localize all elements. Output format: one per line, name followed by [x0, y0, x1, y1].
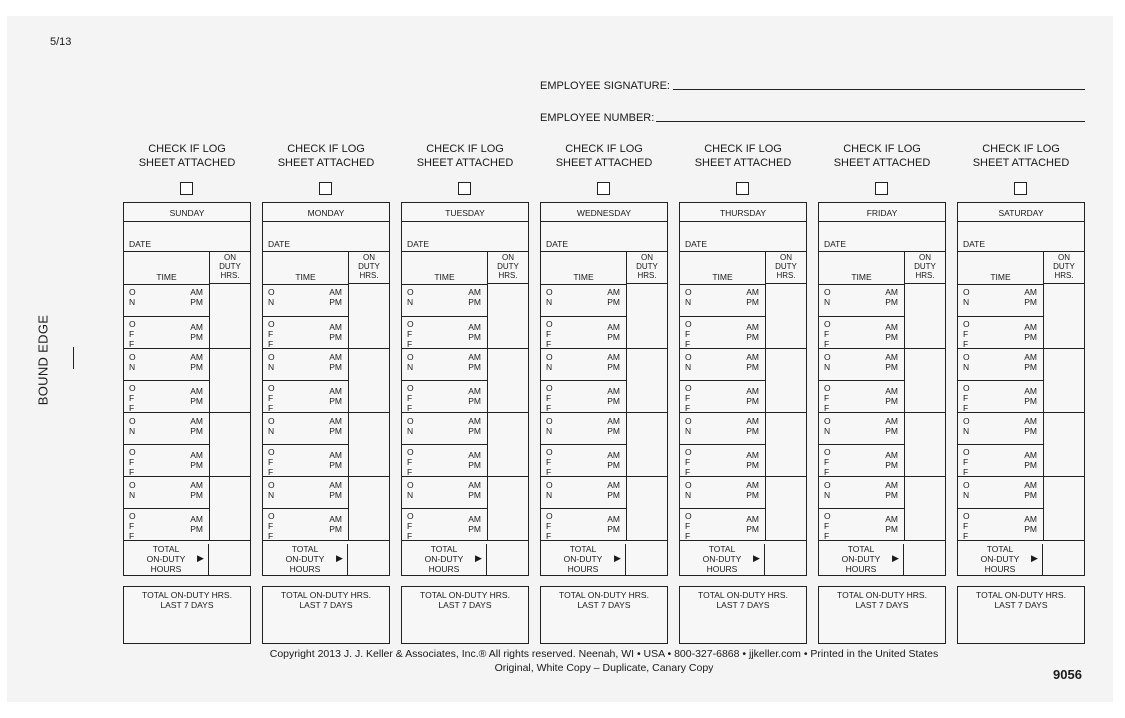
total-on-duty-label: TOTAL ON-DUTY HOURS: [680, 544, 765, 576]
time-header: TIME: [263, 251, 349, 285]
total-on-duty-row: [819, 540, 945, 576]
off-time-row[interactable]: O F F AM PM: [263, 444, 349, 477]
on-duty-hours-cell[interactable]: [349, 476, 389, 541]
on-time-row[interactable]: O N AM PM: [958, 348, 1044, 381]
off-time-row[interactable]: O F F AM PM: [402, 316, 488, 349]
form-number: 9056: [1053, 667, 1082, 682]
on-duty-hours-cell[interactable]: [1044, 412, 1084, 477]
off-time-row[interactable]: O F F AM PM: [819, 380, 905, 413]
total-on-duty-field[interactable]: [627, 541, 667, 576]
total-on-duty-field[interactable]: [210, 541, 250, 576]
total-on-duty-label: TOTAL ON-DUTY HOURS: [958, 544, 1043, 576]
on-duty-hours-cell[interactable]: [210, 476, 250, 541]
on-duty-hours-header: ON DUTY HRS.: [905, 251, 945, 284]
on-time-row[interactable]: O N AM PM: [402, 412, 488, 445]
on-duty-hours-cell[interactable]: [488, 476, 528, 541]
time-header: TIME: [124, 251, 210, 285]
arrow-right-icon: ▶: [1031, 553, 1038, 563]
on-time-row[interactable]: O N AM PM: [680, 284, 766, 316]
on-duty-hours-header: ON DUTY HRS.: [1044, 251, 1084, 284]
seven-day-total-box[interactable]: TOTAL ON-DUTY HRS. LAST 7 DAYS: [123, 586, 251, 644]
on-time-row[interactable]: O N AM PM: [819, 476, 905, 509]
off-time-row[interactable]: O F F AM PM: [680, 444, 766, 477]
on-duty-hours-cell[interactable]: [627, 476, 667, 541]
total-on-duty-row: [680, 540, 806, 576]
daily-log-grid: [540, 202, 668, 576]
on-duty-hours-cell[interactable]: [488, 348, 528, 413]
date-field[interactable]: DATE: [541, 221, 667, 252]
on-duty-hours-cell[interactable]: [766, 284, 806, 348]
log-sheet-check-label: CHECK IF LOG SHEET ATTACHED: [694, 143, 792, 169]
on-duty-hours-cell[interactable]: [766, 348, 806, 413]
employee-signature-field[interactable]: [673, 89, 1085, 90]
day-name: TUESDAY: [402, 203, 528, 222]
employee-number-field[interactable]: [656, 121, 1085, 122]
date-field[interactable]: DATE: [680, 221, 806, 252]
log-sheet-checkbox[interactable]: [736, 182, 749, 195]
log-sheet-check-label: CHECK IF LOG SHEET ATTACHED: [833, 143, 931, 169]
log-sheet-checkbox[interactable]: [1014, 182, 1027, 195]
daily-log-grid: [679, 202, 807, 576]
copyright-line: Copyright 2013 J. J. Keller & Associates, Inc.® All rights reserved. Neenah, WI • USA • 800-327-6868 • jjkeller.com • Printed in the United States: [269, 648, 939, 660]
total-on-duty-label: TOTAL ON-DUTY HOURS: [124, 544, 209, 576]
total-on-duty-row: [124, 540, 250, 576]
on-time-row[interactable]: O N AM PM: [263, 476, 349, 509]
daily-log-grid: [262, 202, 390, 576]
log-sheet-check-label: CHECK IF LOG SHEET ATTACHED: [972, 143, 1070, 169]
arrow-right-icon: ▶: [753, 553, 760, 563]
daily-log-grid: [123, 202, 251, 576]
daily-log-grid: [957, 202, 1085, 576]
time-header: TIME: [680, 251, 766, 285]
on-time-row[interactable]: O N AM PM: [819, 284, 905, 316]
bound-edge-label: BOUND EDGE: [35, 314, 51, 406]
total-on-duty-field[interactable]: [349, 541, 389, 576]
employee-number-label: EMPLOYEE NUMBER:: [540, 112, 655, 124]
time-header: TIME: [958, 251, 1044, 285]
log-sheet-check-label: CHECK IF LOG SHEET ATTACHED: [416, 143, 514, 169]
on-time-row[interactable]: O N AM PM: [402, 284, 488, 316]
on-duty-hours-cell[interactable]: [766, 412, 806, 477]
date-field[interactable]: DATE: [263, 221, 389, 252]
date-field[interactable]: DATE: [819, 221, 945, 252]
on-duty-hours-cell[interactable]: [210, 284, 250, 348]
on-time-row[interactable]: O N AM PM: [541, 412, 627, 445]
on-time-row[interactable]: O N AM PM: [124, 284, 210, 316]
on-time-row[interactable]: O N AM PM: [263, 412, 349, 445]
log-sheet-check-label: CHECK IF LOG SHEET ATTACHED: [138, 143, 236, 169]
on-time-row[interactable]: O N AM PM: [124, 412, 210, 445]
total-on-duty-field[interactable]: [1044, 541, 1084, 576]
on-duty-hours-cell[interactable]: [627, 348, 667, 413]
copy-distribution-line: Original, White Copy – Duplicate, Canary Copy: [494, 662, 714, 674]
date-field[interactable]: DATE: [402, 221, 528, 252]
time-header: TIME: [819, 251, 905, 285]
total-on-duty-row: [402, 540, 528, 576]
arrow-right-icon: ▶: [197, 553, 204, 563]
arrow-right-icon: ▶: [892, 553, 899, 563]
on-time-row[interactable]: O N AM PM: [541, 476, 627, 509]
total-on-duty-label: TOTAL ON-DUTY HOURS: [541, 544, 626, 576]
day-name: MONDAY: [263, 203, 389, 222]
on-duty-hours-cell[interactable]: [627, 412, 667, 477]
total-on-duty-field[interactable]: [766, 541, 806, 576]
off-time-row[interactable]: O F F AM PM: [680, 508, 766, 541]
off-time-row[interactable]: O F F AM PM: [124, 508, 210, 541]
total-on-duty-field[interactable]: [488, 541, 528, 576]
on-time-row[interactable]: O N AM PM: [958, 412, 1044, 445]
total-on-duty-row: [263, 540, 389, 576]
off-time-row[interactable]: O F F AM PM: [124, 444, 210, 477]
total-on-duty-label: TOTAL ON-DUTY HOURS: [263, 544, 348, 576]
time-header: TIME: [402, 251, 488, 285]
on-duty-hours-header: ON DUTY HRS.: [766, 251, 806, 284]
on-time-row[interactable]: O N AM PM: [541, 284, 627, 316]
employee-signature-label: EMPLOYEE SIGNATURE:: [540, 80, 670, 92]
day-name: WEDNESDAY: [541, 203, 667, 222]
log-sheet-checkbox[interactable]: [597, 182, 610, 195]
log-sheet-checkbox[interactable]: [875, 182, 888, 195]
on-duty-hours-cell[interactable]: [210, 348, 250, 413]
on-duty-hours-cell[interactable]: [905, 412, 945, 477]
on-duty-hours-cell[interactable]: [210, 412, 250, 477]
seven-day-total-box[interactable]: TOTAL ON-DUTY HRS. LAST 7 DAYS: [679, 586, 807, 644]
form-revision-code: 5/13: [50, 36, 72, 48]
on-time-row[interactable]: O N AM PM: [263, 284, 349, 316]
on-time-row[interactable]: O N AM PM: [124, 476, 210, 509]
total-on-duty-row: [958, 540, 1084, 576]
on-duty-hours-header: ON DUTY HRS.: [488, 251, 528, 284]
off-time-row[interactable]: O F F AM PM: [402, 444, 488, 477]
off-time-row[interactable]: O F F AM PM: [680, 380, 766, 413]
off-time-row[interactable]: O F F AM PM: [958, 380, 1044, 413]
on-duty-hours-cell[interactable]: [1044, 284, 1084, 348]
on-duty-hours-cell[interactable]: [1044, 476, 1084, 541]
time-header: TIME: [541, 251, 627, 285]
date-field[interactable]: DATE: [124, 221, 250, 252]
on-time-row[interactable]: O N AM PM: [958, 284, 1044, 316]
seven-day-total-box[interactable]: TOTAL ON-DUTY HRS. LAST 7 DAYS: [401, 586, 529, 644]
on-time-row[interactable]: O N AM PM: [958, 476, 1044, 509]
off-time-row[interactable]: O F F AM PM: [263, 508, 349, 541]
daily-log-grid: [401, 202, 529, 576]
on-time-row[interactable]: O N AM PM: [680, 476, 766, 509]
on-duty-hours-cell[interactable]: [1044, 348, 1084, 413]
seven-day-total-box[interactable]: TOTAL ON-DUTY HRS. LAST 7 DAYS: [957, 586, 1085, 644]
on-duty-hours-cell[interactable]: [766, 476, 806, 541]
off-time-row[interactable]: O F F AM PM: [263, 380, 349, 413]
off-time-row[interactable]: O F F AM PM: [541, 380, 627, 413]
bound-edge-mark: [73, 347, 74, 369]
day-name: FRIDAY: [819, 203, 945, 222]
on-time-row[interactable]: O N AM PM: [402, 476, 488, 509]
day-name: THURSDAY: [680, 203, 806, 222]
total-on-duty-row: [541, 540, 667, 576]
log-sheet-checkbox[interactable]: [319, 182, 332, 195]
on-duty-hours-cell[interactable]: [905, 476, 945, 541]
off-time-row[interactable]: O F F AM PM: [402, 380, 488, 413]
on-duty-hours-cell[interactable]: [349, 284, 389, 348]
off-time-row[interactable]: O F F AM PM: [263, 316, 349, 349]
off-time-row[interactable]: O F F AM PM: [402, 508, 488, 541]
off-time-row[interactable]: O F F AM PM: [541, 316, 627, 349]
off-time-row[interactable]: O F F AM PM: [124, 316, 210, 349]
on-duty-hours-cell[interactable]: [905, 348, 945, 413]
on-duty-hours-cell[interactable]: [627, 284, 667, 348]
on-duty-hours-cell[interactable]: [349, 412, 389, 477]
arrow-right-icon: ▶: [336, 553, 343, 563]
off-time-row[interactable]: O F F AM PM: [958, 316, 1044, 349]
daily-log-grid: [818, 202, 946, 576]
log-sheet-checkbox[interactable]: [180, 182, 193, 195]
log-sheet-checkbox[interactable]: [458, 182, 471, 195]
total-on-duty-field[interactable]: [905, 541, 945, 576]
day-name: SATURDAY: [958, 203, 1084, 222]
on-time-row[interactable]: O N AM PM: [680, 348, 766, 381]
seven-day-total-box[interactable]: TOTAL ON-DUTY HRS. LAST 7 DAYS: [262, 586, 390, 644]
off-time-row[interactable]: O F F AM PM: [958, 444, 1044, 477]
on-duty-hours-cell[interactable]: [905, 284, 945, 348]
log-sheet-check-label: CHECK IF LOG SHEET ATTACHED: [555, 143, 653, 169]
on-time-row[interactable]: O N AM PM: [124, 348, 210, 381]
off-time-row[interactable]: O F F AM PM: [124, 380, 210, 413]
on-time-row[interactable]: O N AM PM: [819, 412, 905, 445]
log-sheet-check-label: CHECK IF LOG SHEET ATTACHED: [277, 143, 375, 169]
off-time-row[interactable]: O F F AM PM: [541, 444, 627, 477]
off-time-row[interactable]: O F F AM PM: [819, 316, 905, 349]
on-duty-hours-cell[interactable]: [488, 412, 528, 477]
date-field[interactable]: DATE: [958, 221, 1084, 252]
day-name: SUNDAY: [124, 203, 250, 222]
off-time-row[interactable]: O F F AM PM: [819, 508, 905, 541]
on-time-row[interactable]: O N AM PM: [680, 412, 766, 445]
on-duty-hours-header: ON DUTY HRS.: [627, 251, 667, 284]
on-time-row[interactable]: O N AM PM: [819, 348, 905, 381]
arrow-right-icon: ▶: [614, 553, 621, 563]
on-duty-hours-cell[interactable]: [349, 348, 389, 413]
total-on-duty-label: TOTAL ON-DUTY HOURS: [819, 544, 904, 576]
total-on-duty-label: TOTAL ON-DUTY HOURS: [402, 544, 487, 576]
off-time-row[interactable]: O F F AM PM: [958, 508, 1044, 541]
on-duty-hours-cell[interactable]: [488, 284, 528, 348]
on-time-row[interactable]: O N AM PM: [263, 348, 349, 381]
on-duty-hours-header: ON DUTY HRS.: [349, 251, 389, 284]
on-duty-hours-header: ON DUTY HRS.: [210, 251, 250, 284]
seven-day-total-box[interactable]: TOTAL ON-DUTY HRS. LAST 7 DAYS: [540, 586, 668, 644]
off-time-row[interactable]: O F F AM PM: [680, 316, 766, 349]
arrow-right-icon: ▶: [475, 553, 482, 563]
on-time-row[interactable]: O N AM PM: [541, 348, 627, 381]
seven-day-total-box[interactable]: TOTAL ON-DUTY HRS. LAST 7 DAYS: [818, 586, 946, 644]
off-time-row[interactable]: O F F AM PM: [541, 508, 627, 541]
on-time-row[interactable]: O N AM PM: [402, 348, 488, 381]
off-time-row[interactable]: O F F AM PM: [819, 444, 905, 477]
